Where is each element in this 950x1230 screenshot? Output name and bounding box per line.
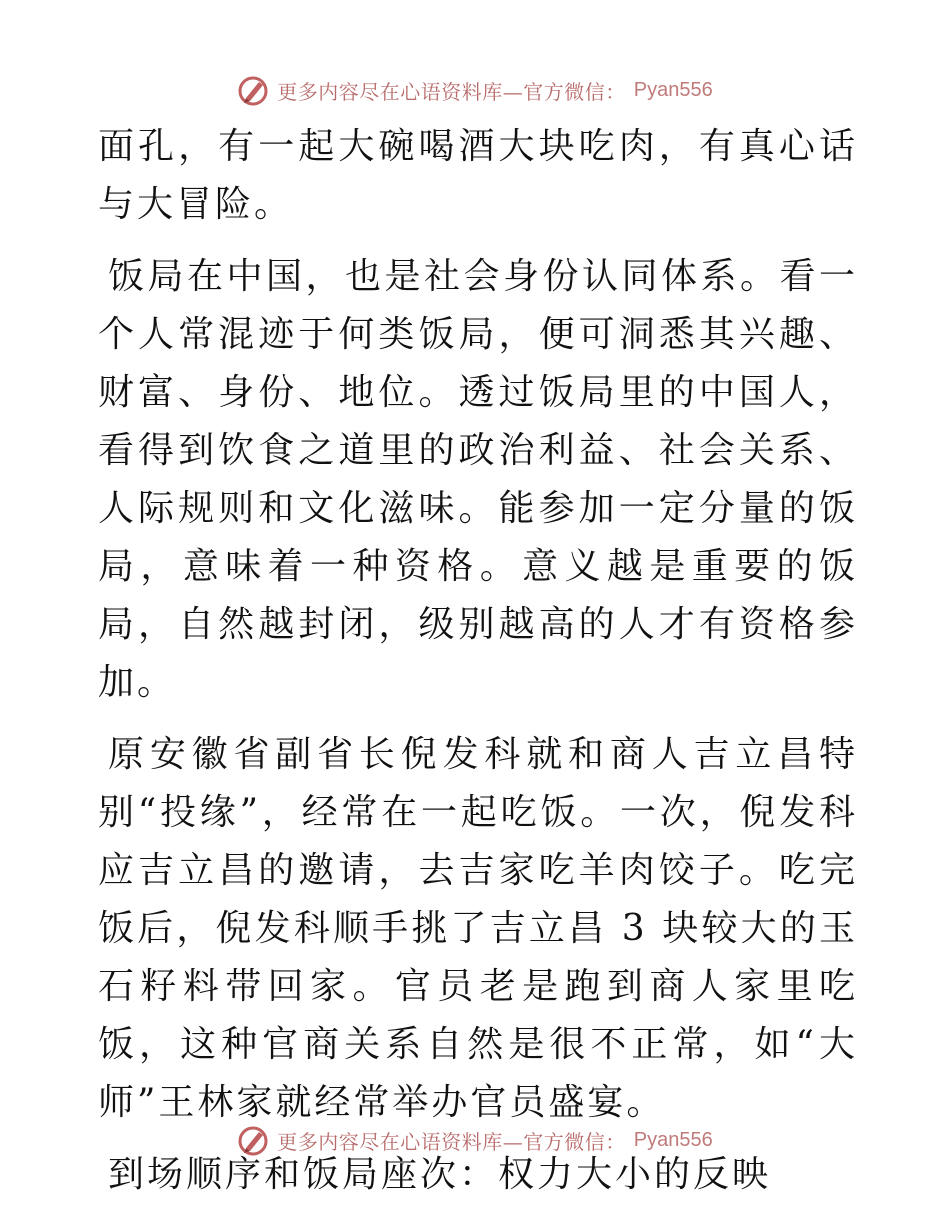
watermark-text: 更多内容尽在心语资料库—官方微信：	[277, 1129, 626, 1154]
header-watermark	[0, 70, 950, 110]
watermark-text: 更多内容尽在心语资料库—官方微信：	[277, 79, 626, 104]
paragraph-1: 面孔，有一起大碗喝酒大块吃肉，有真心话与大冒险。	[98, 126, 858, 225]
document-body	[98, 118, 858, 1204]
watermark-wechat-id: Pyan556	[633, 1128, 713, 1151]
paragraph-2: 饭局在中国，也是社会身份认同体系。看一个人常混迹于何类饭局，便可洞悉其兴趣、财富、身份、地位。透过饭局里的中国人，看得到饮食之道里的政治利益、社会关系、人际规则和文化滋味。能参加一定分量的饭局，意味着一种资格。意义越是重要的饭局，自然越封闭，级别越高的人才有资格参加。	[98, 256, 858, 703]
pen-logo-icon	[237, 74, 269, 106]
watermark-wechat-id: Pyan556	[633, 78, 713, 101]
footer-watermark	[0, 1120, 950, 1160]
paragraph-3: 原安徽省副省长倪发科就和商人吉立昌特别“投缘”，经常在一起吃饭。一次，倪发科应吉立昌的邀请，去吉家吃羊肉饺子。吃完饭后，倪发科顺手挑了吉立昌 3 块较大的玉石籽料带回家。官员老是跑到商人家里吃饭，这种官商关系自然是很不正常，如“大师”王林家就经常举办官员盛宴。	[98, 734, 858, 1123]
pen-logo-icon	[237, 1124, 269, 1156]
section-heading: 到场顺序和饭局座次：权力大小的反映	[108, 1154, 772, 1195]
